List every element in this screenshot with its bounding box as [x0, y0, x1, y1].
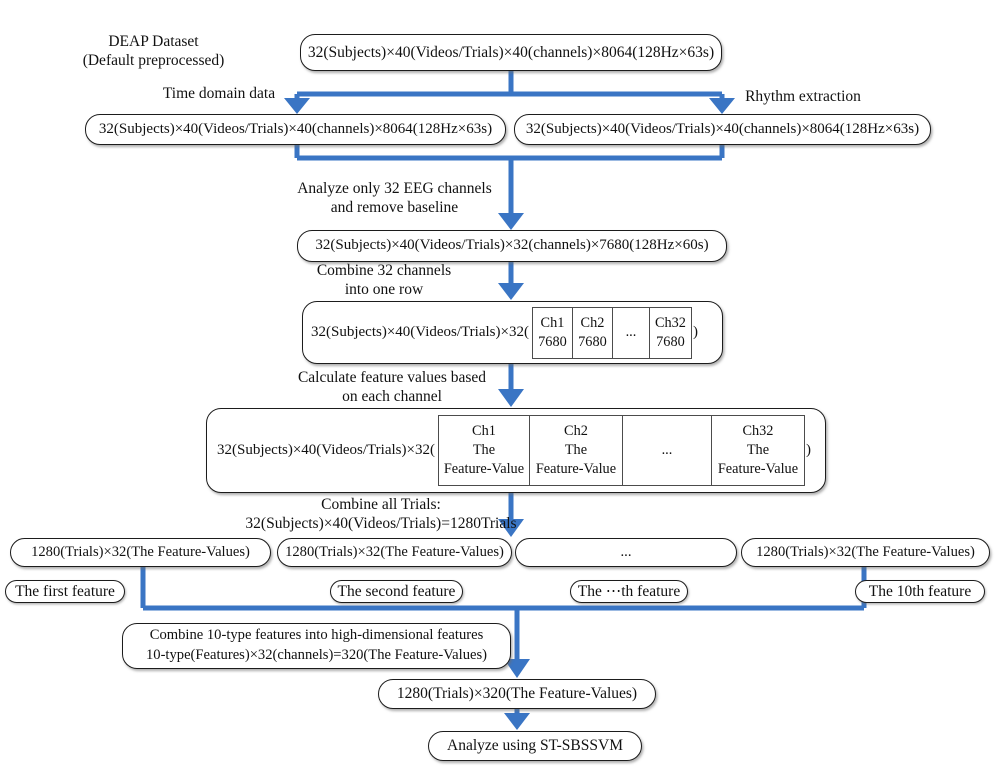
- tag-nth-feature: The ⋯th feature: [570, 580, 688, 603]
- tag-first-feature: The first feature: [5, 580, 125, 603]
- cell-line: Ch32: [742, 423, 774, 440]
- box-feature-matrix-10: 1280(Trials)×32(The Feature-Values): [741, 538, 990, 567]
- annotation-line: Analyze only 32 EEG channels: [297, 180, 492, 197]
- arrowhead-final-icon: [504, 713, 530, 730]
- annotation-combine-channels: [298, 262, 470, 300]
- cell-line: ...: [661, 442, 673, 459]
- arrowhead-channel-row-icon: [498, 283, 524, 300]
- feature-row-cells: [438, 415, 805, 486]
- annotation-analyze-channels: [291, 180, 498, 218]
- box-channel-row: [302, 301, 723, 364]
- box-dataset: 32(Subjects)×40(Videos/Trials)×40(channels)×8064(128Hz×63s): [300, 34, 722, 71]
- annotation-line: Calculate feature values based: [297, 369, 487, 386]
- tag-second-feature: The second feature: [330, 580, 463, 603]
- cell-line: 7680: [656, 333, 685, 350]
- annotation-combine-trials: [222, 496, 540, 534]
- annotation-line: (Default preprocessed): [82, 51, 225, 69]
- channel-row-cells: [532, 307, 692, 359]
- cell-line: Ch32: [654, 314, 686, 331]
- arrowhead-eeg32-icon: [498, 213, 524, 230]
- box-eeg-32ch: 32(Subjects)×40(Videos/Trials)×32(channels)×7680(128Hz×60s): [297, 230, 727, 262]
- box-feature-row: [206, 408, 826, 493]
- cell-line: The: [564, 442, 588, 459]
- annotation-rhythm-extraction: Rhythm extraction: [745, 88, 861, 105]
- box-final-analysis: Analyze using ST-SBSSVM: [428, 731, 642, 761]
- feature-cell: [622, 415, 712, 486]
- cell-line: Feature-Value: [443, 460, 525, 477]
- channel-cell: [649, 307, 692, 359]
- cell-line: Feature-Value: [535, 460, 617, 477]
- cell-line: Ch2: [564, 423, 588, 440]
- arrowhead-feature-row-icon: [498, 389, 524, 407]
- box-line: 10-type(Features)×32(channels)=320(The Feature-Values): [145, 647, 488, 663]
- feature-row-suffix: ): [805, 441, 811, 458]
- cell-line: ...: [625, 324, 637, 341]
- cell-line: The: [746, 442, 770, 459]
- box-rhythm-data: 32(Subjects)×40(Videos/Trials)×40(channels)×8064(128Hz×63s): [514, 114, 931, 145]
- annotation-line: DEAP Dataset: [108, 33, 199, 50]
- channel-cell: [572, 307, 613, 359]
- feature-cell: [438, 415, 530, 486]
- annotation-line: and remove baseline: [330, 198, 459, 216]
- channel-cell: [532, 307, 573, 359]
- cell-line: 7680: [538, 333, 567, 350]
- annotation-line: Combine 32 channels: [316, 262, 452, 279]
- annotation-line: Combine all Trials:: [321, 496, 441, 513]
- box-high-dim: 1280(Trials)×320(The Feature-Values): [378, 679, 656, 709]
- feature-cell: [529, 415, 623, 486]
- cell-line: Ch1: [472, 423, 496, 440]
- arrowhead-time-domain-icon: [284, 98, 310, 114]
- annotation-line: into one row: [344, 280, 424, 298]
- connector-top-split: [297, 71, 722, 100]
- cell-line: 7680: [578, 333, 607, 350]
- cell-line: Ch2: [580, 314, 605, 331]
- box-combine-features: [122, 623, 511, 669]
- feature-cell: [711, 415, 805, 486]
- feature-row-prefix: 32(Subjects)×40(Videos/Trials)×32(: [217, 441, 435, 458]
- box-feature-matrix-ellipsis: ...: [515, 538, 737, 567]
- cell-line: Ch1: [540, 314, 565, 331]
- cell-line: Feature-Value: [717, 460, 799, 477]
- box-line: Combine 10-type features into high-dimensional features: [149, 627, 484, 644]
- annotation-line: 32(Subjects)×40(Videos/Trials)=1280Trials: [245, 514, 517, 532]
- annotation-line: on each channel: [342, 387, 442, 405]
- cell-line: The: [472, 442, 496, 459]
- channel-cell: [612, 307, 650, 359]
- tag-tenth-feature: The 10th feature: [855, 580, 985, 603]
- arrowhead-rhythm-icon: [709, 98, 735, 114]
- channel-row-prefix: 32(Subjects)×40(Videos/Trials)×32(: [311, 323, 529, 340]
- annotation-deap-dataset: [36, 33, 271, 71]
- box-feature-matrix-2: 1280(Trials)×32(The Feature-Values): [277, 538, 512, 567]
- annotation-calculate-features: [286, 369, 498, 407]
- annotation-time-domain: Time domain data: [162, 85, 276, 102]
- box-time-domain-data: 32(Subjects)×40(Videos/Trials)×40(channels)×8064(128Hz×63s): [85, 114, 506, 145]
- channel-row-suffix: ): [692, 323, 698, 340]
- box-feature-matrix-1: 1280(Trials)×32(The Feature-Values): [10, 538, 271, 567]
